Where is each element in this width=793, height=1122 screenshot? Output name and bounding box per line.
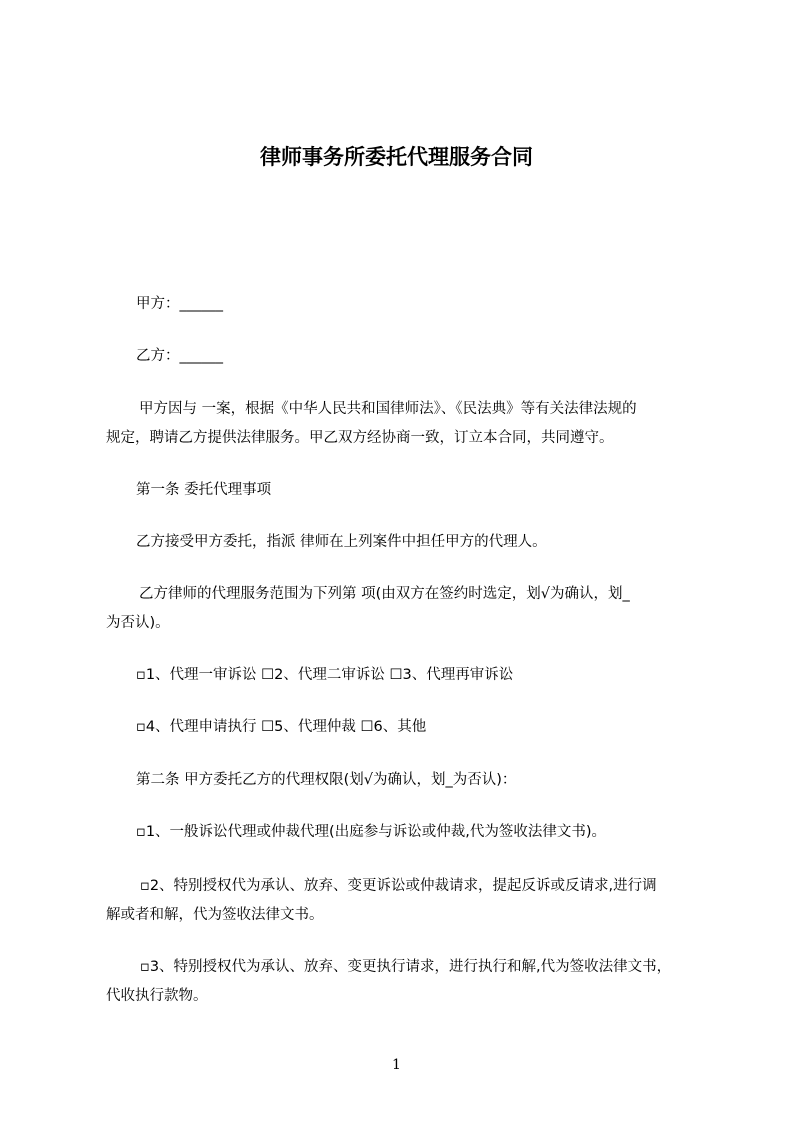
authority-option-3-line-2: 代收执行款物。 [106, 988, 208, 1004]
intro-line-2: 规定，聘请乙方提供法律服务。甲乙双方经协商一致，订立本合同，共同遵守。 [106, 430, 614, 446]
page-number: 1 [392, 1057, 401, 1073]
article-1-scope-line-2: 为否认)。 [106, 615, 170, 631]
party-b-line: 乙方：______ [136, 348, 223, 364]
intro-line-1: 甲方因与 一案，根据《中华人民共和国律师法》、《民法典》等有关法律法规的 [139, 401, 637, 417]
authority-option-2-line-2: 解或者和解，代为签收法律文书。 [106, 907, 324, 923]
article-1-assignment: 乙方接受甲方委托，指派 律师在上列案件中担任甲方的代理人。 [136, 534, 547, 550]
document-title: 律师事务所委托代理服务合同 [260, 145, 533, 169]
party-a-line: 甲方：______ [136, 296, 223, 312]
article-1-heading: 第一条 委托代理事项 [136, 482, 272, 498]
scope-options-row-2: ▫4、代理申请执行 ☐5、代理仲裁 ☐6、其他 [136, 719, 427, 735]
scope-options-row-1: ▫1、代理一审诉讼 ☐2、代理二审诉讼 ☐3、代理再审诉讼 [136, 667, 514, 683]
article-1-scope-line-1: 乙方律师的代理服务范围为下列第 项(由双方在签约时选定，划√为确认，划_ [139, 586, 630, 602]
authority-option-2-line-1: ▫2、特别授权代为承认、放弃、变更诉讼或仲裁请求，提起反诉或反请求,进行调 [140, 878, 657, 894]
authority-option-3-line-1: ▫3、特别授权代为承认、放弃、变更执行请求，进行执行和解,代为签收法律文书， [140, 959, 672, 975]
article-2-heading: 第二条 甲方委托乙方的代理权限(划√为确认，划_为否认)： [136, 772, 517, 788]
authority-option-1: ▫1、一般诉讼代理或仲裁代理(出庭参与诉讼或仲裁,代为签收法律文书)。 [136, 824, 606, 840]
